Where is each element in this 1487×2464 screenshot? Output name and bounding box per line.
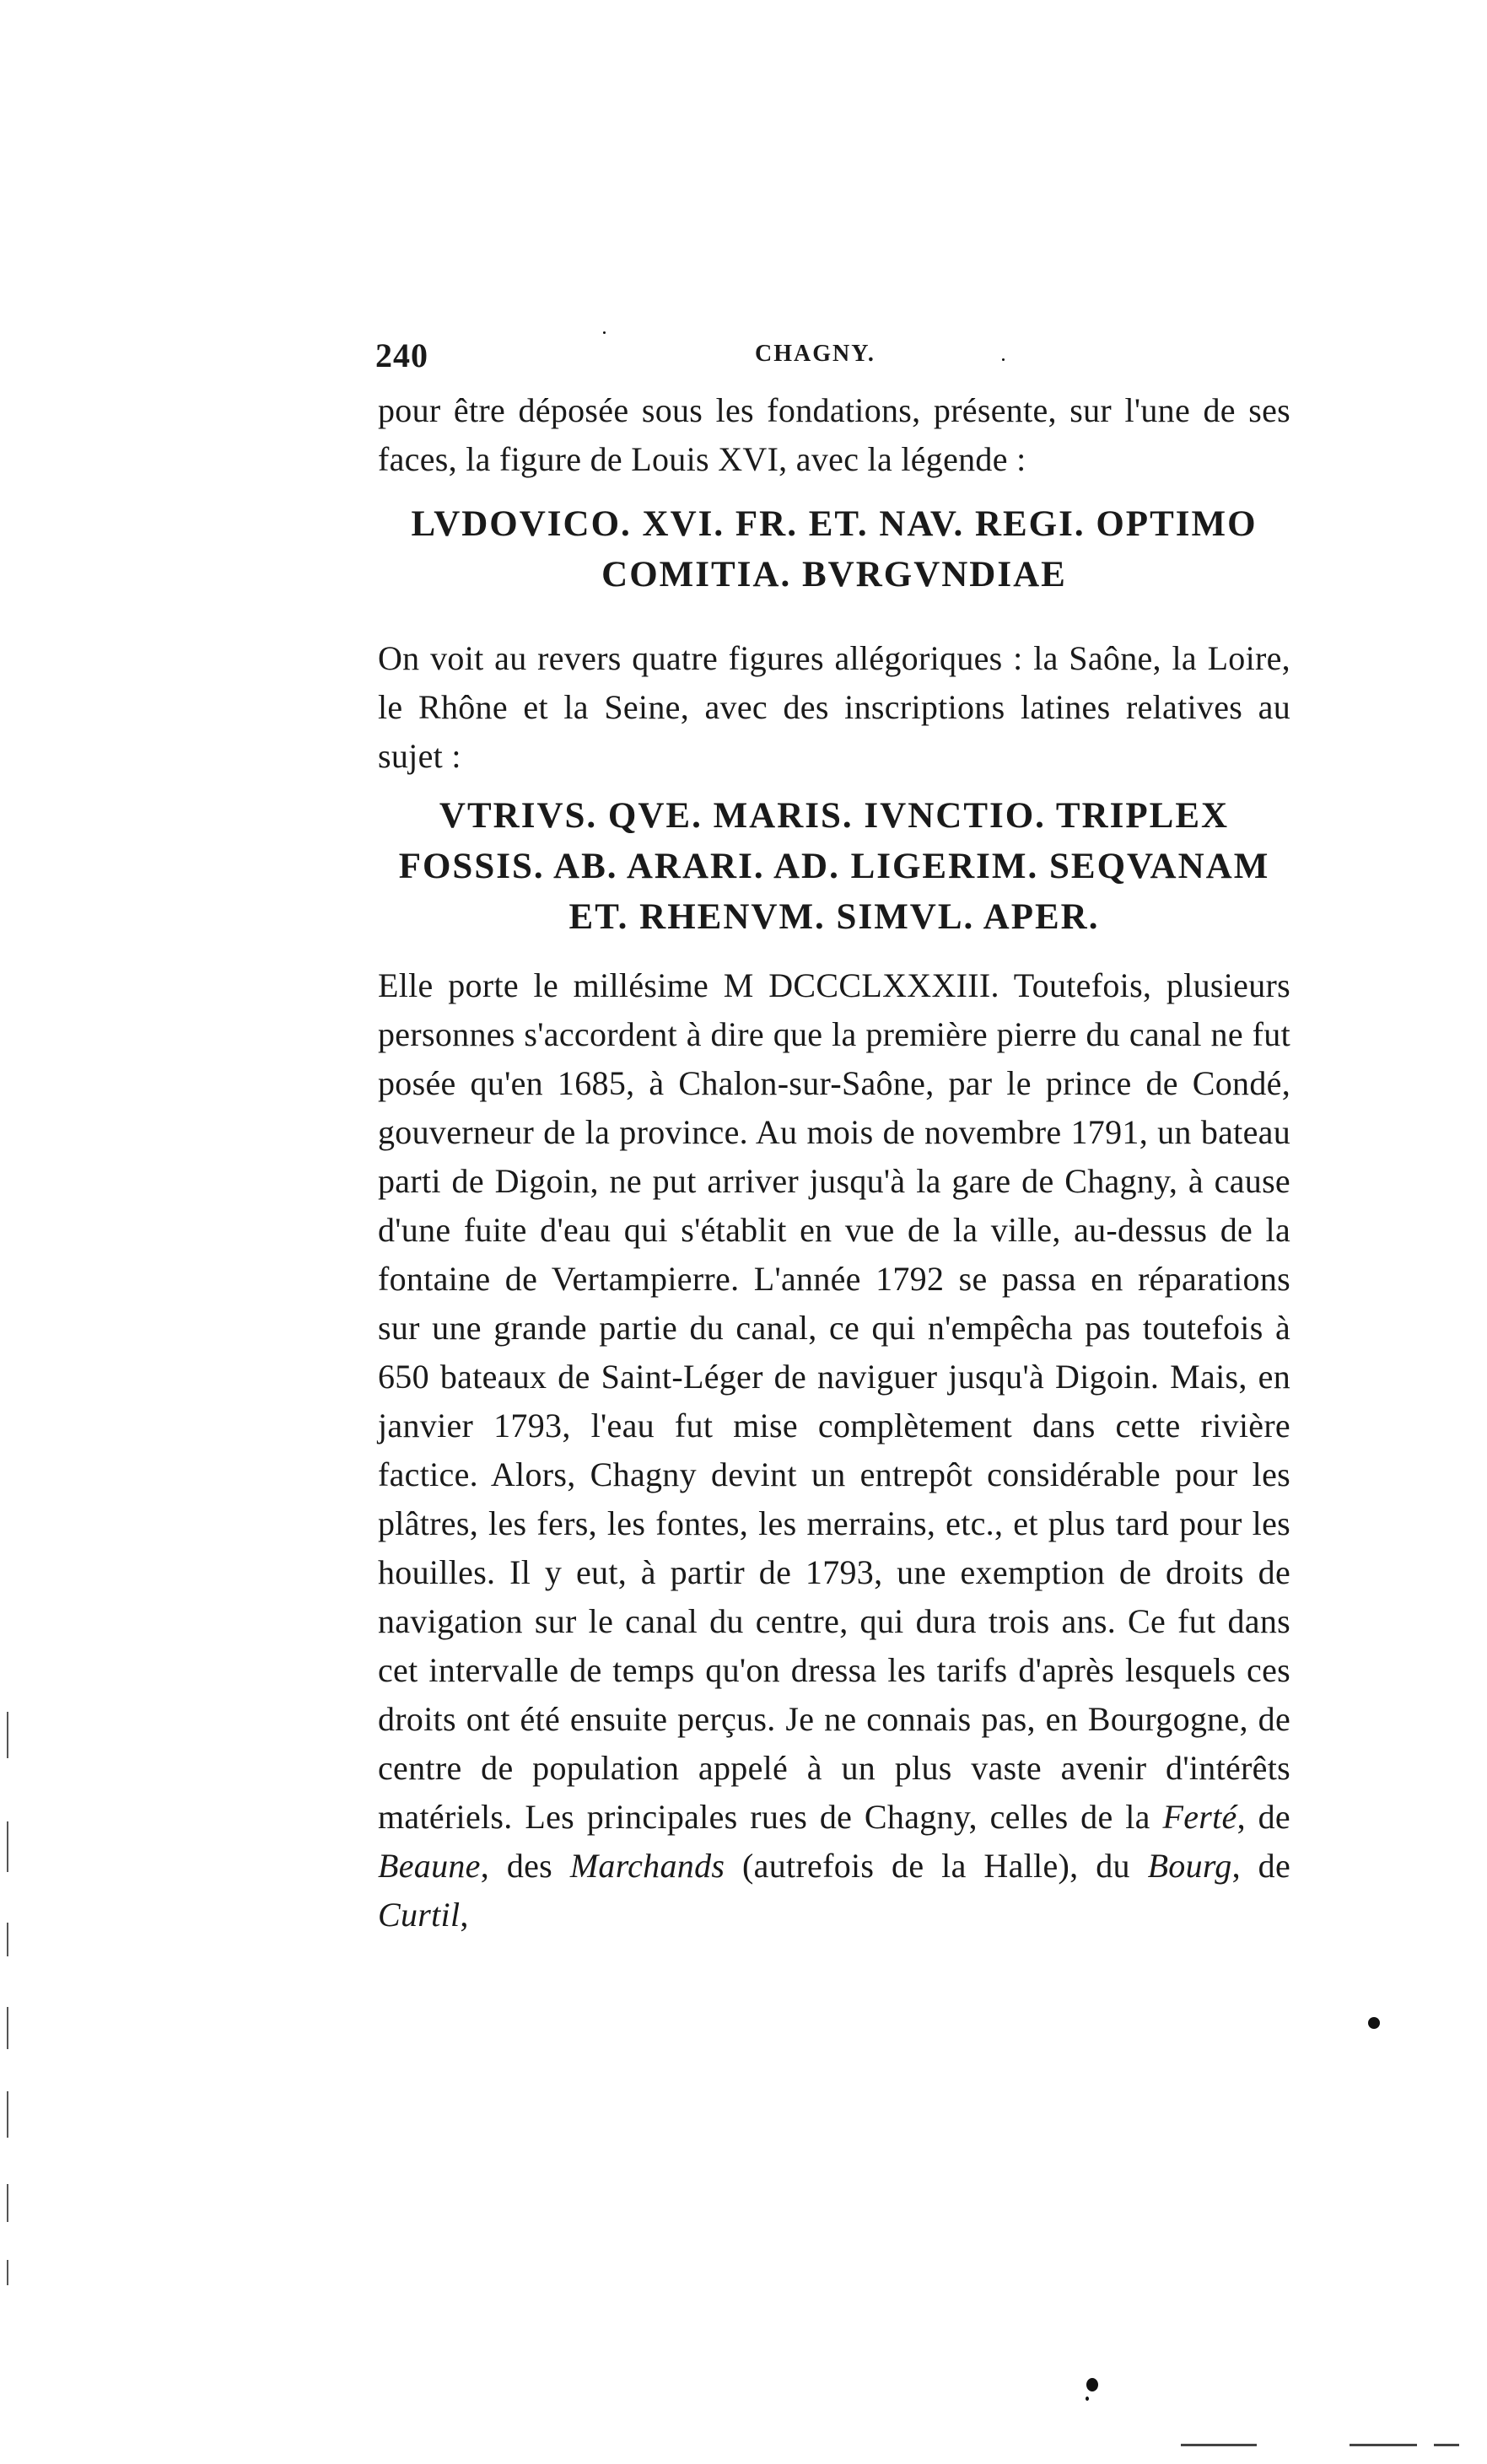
- inscription-line: LVDOVICO. XVI. FR. ET. NAV. REGI. OPTIMO: [411, 504, 1258, 544]
- scan-speck: [1086, 2397, 1089, 2401]
- inscription-line: VTRIVS. QVE. MARIS. IVNCTIO. TRIPLEX: [439, 796, 1230, 836]
- scan-edge-line: [1434, 2444, 1459, 2446]
- inscription-line: ET. RHENVM. SIMVL. APER.: [568, 897, 1100, 937]
- inscription-obverse: [378, 499, 1290, 600]
- text-run: (autrefois de la Halle), du: [725, 1847, 1148, 1885]
- inscription-line: COMITIA. BVRGVNDIAE: [601, 555, 1067, 594]
- page-number: 240: [375, 336, 428, 374]
- inscription-reverse: [378, 791, 1290, 943]
- text-run: ,: [460, 1896, 469, 1934]
- paragraph-2: On voit au revers quatre figures allégoriques : la Saône, la Loire, le Rhône et la Seine, avec des inscriptions latines relatives au sujet :: [378, 639, 1290, 775]
- scan-speck: [1002, 358, 1005, 361]
- scan-speck: [1368, 2017, 1380, 2029]
- street-name: Beaune: [378, 1847, 481, 1885]
- page-header: [375, 336, 1286, 378]
- street-name: Curtil: [378, 1896, 461, 1934]
- scan-edge-line: [1181, 2444, 1257, 2446]
- inscription-line: FOSSIS. AB. ARARI. AD. LIGERIM. SEQVANAM: [398, 847, 1270, 886]
- paragraph-3: [378, 961, 1290, 1939]
- scan-speck: [603, 331, 606, 334]
- text-run: , de: [1236, 1798, 1290, 1836]
- paragraph-1: pour être déposée sous les fondations, présente, sur l'une de ses faces, la figure de Louis XVI, avec la légende :: [378, 391, 1290, 478]
- street-name: Bourg: [1147, 1847, 1232, 1885]
- scan-margin-marks: [7, 1712, 12, 2302]
- running-head: CHAGNY.: [755, 341, 875, 367]
- text-run: Elle porte le millésime M DCCCLXXXIII. Toutefois, plusieurs personnes s'accordent à dire que la première pierre du canal ne fut posée qu'en 1685, à Chalon-sur-Saône, par le prince de Condé, gouverneur de la province. Au mois de novembre 1791, un bateau parti de Digoin, ne put arriver jusqu'à la gare de Chagny, à cause d'une fuite d'eau qui s'établit en vue de la ville, au-dessus de la fontaine de Vertampierre. L'année 1792 se passa en réparations sur une grande partie du canal, ce qui n'empêcha pas toutefois à 650 bateaux de Saint-Léger de naviguer jusqu'à Digoin. Mais, en janvier 1793, l'eau fut mise complètement dans cette rivière factice. Alors, Chagny devint un entrepôt considérable pour les plâtres, les fers, les fontes, les merrains, etc., et plus tard pour les houilles. Il y eut, à partir de 1793, une exemption de droits de navigation sur le canal du centre, qui dura trois ans. Ce fut dans cet intervalle de temps qu'on dressa les tarifs d'après lesquels ces droits ont été ensuite perçus. Je ne connais pas, en Bourgogne, de centre de population appelé à un plus vaste avenir d'intérêts matériels. Les principales rues de Chagny, celles de la: [378, 966, 1290, 1836]
- scan-edge-line: [1350, 2444, 1417, 2446]
- scan-speck: [1086, 2378, 1098, 2391]
- street-name: Ferté: [1162, 1798, 1237, 1836]
- text-run: , de: [1231, 1847, 1290, 1885]
- street-name: Marchands: [569, 1847, 725, 1885]
- text-run: , des: [480, 1847, 570, 1885]
